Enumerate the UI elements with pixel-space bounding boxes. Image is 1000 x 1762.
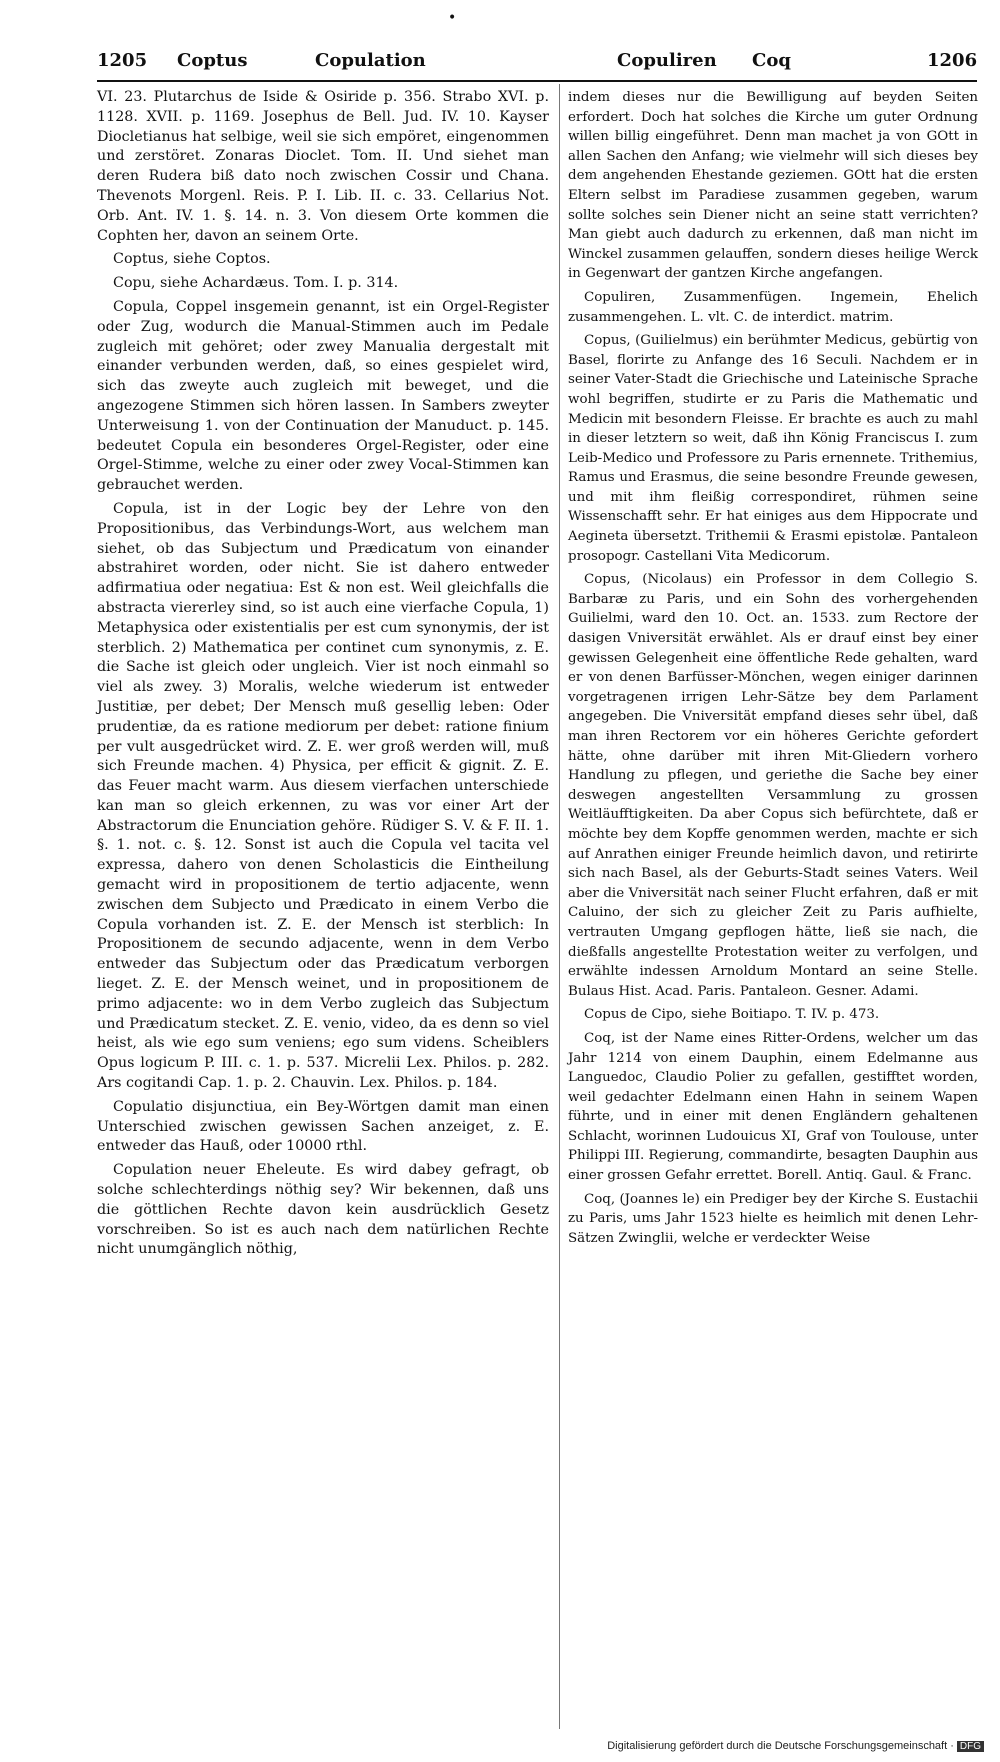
right-catchword-last: Coq: [752, 50, 791, 71]
entry-copula-organ: Copula, Coppel insgemein genannt, ist ein Orgel-Register oder Zug, wodurch die Manual-Stimmen auch im Pedale zugleich mit gehöret; oder zwey Manualia dergestalt mit einander verbunden werden, daß, so eines gespielet wird, sich das zweyte auch zugleich mit beweget, und die angezogene Stimmen sich hören lassen. In Sambers zweyter Unterweisung 1. von der Continuation der Manuduct. p. 145. bedeutet Copula ein besonderes Orgel-Register, oder eine Orgel-Stimme, welche zu einer oder zwey Vocal-Stimmen kan gebrauchet werden.: [97, 298, 549, 494]
entry-copuliren: Copuliren, Zusammenfügen. Ingemein, Ehelich zusammengehen. L. vlt. C. de interdict. matrim.: [568, 289, 978, 325]
entry-coq-order: Coq, ist der Name eines Ritter-Ordens, welcher um das Jahr 1214 von einem Dauphin, einem Edelmanne aus Languedoc, Claudio Polier zu gefallen, gestifftet worden, weil gedachter Edelmann einen Hahn in seinem Wapen führte, und in einer mit denen Engländern gehaltenen Schlacht, worinnen Ludouicus XI, Graf von Toulouse, unter Philippi III. Regierung, commandirte, besagten Dauphin aus einer grossen Gefahr errettet. Borell. Antiq. Gaul. & Franc.: [568, 1030, 978, 1184]
right-page-number: 1206: [927, 50, 978, 71]
left-catchword-last: Copulation: [315, 50, 426, 71]
header-rule: [97, 80, 977, 82]
entry-copulatio-disjunctiua: Copulatio disjunctiua, ein Bey-Wörtgen damit man einen Unterschied zwischen gewissen Sachen anzeiget, z. E. entweder das Hauß, oder 10000 rthl.: [97, 1098, 549, 1155]
footer-text: Digitalisierung gefördert durch die Deutsche Forschungsgemeinschaft ·: [607, 1740, 954, 1752]
right-column: [568, 88, 978, 1252]
entry-copus-nicolaus: Copus, (Nicolaus) ein Professor in dem Collegio S. Barbaræ zu Paris, und ein Sohn des vorhergehenden Guilielmi, ward den 10. Oct. an. 1533. zum Rectore der dasigen Vniversität erwählet. Als er drauf einst bey einer gewissen Gelegenheit eine öffentliche Rede gehalten, ward er von denen Barfüsser-Mönchen, wegen einiger darinnen vorgetragenen irrigen Lehr-Sätze bey dem Parlament angegeben. Die Vniversität empfand dieses sehr übel, daß man ihren Rectorem vor ein höheres Gerichte gefordert hätte, ohne darüber mit ihren Mit-Gliedern vorhero Handlung zu pflegen, und geriethe die Sache bey einer deswegen angestellten Versammlung zu grossen Weitläufftigkeiten. Da aber Copus sich befürchtete, daß er möchte bey dem Kopffe genommen werden, machte er sich auf Anrathen einiger Freunde heimlich davon, und retirirte sich nach Basel, als der Geburts-Stadt seines Vaters. Weil aber die Vniversität nach seiner Flucht erfahren, daß er mit Caluino, der sich zu gleicher Zeit zu Paris aufhielte, vertrauten Umgang gepflogen hätte, ließ sie nach, die dießfalls angestellte Protestation weiter zu verfolgen, und erwählte indessen Arnoldum Montard an seine Stelle. Bulaus Hist. Acad. Paris. Pantaleon. Gesner. Adami.: [568, 572, 978, 999]
entry-coptus: Coptus, siehe Coptos.: [113, 251, 271, 268]
running-header: [97, 50, 977, 80]
right-catchword-first: Copuliren: [617, 50, 717, 71]
column-divider: [559, 84, 560, 1729]
entry-continuation: VI. 23. Plutarchus de Iside & Osiride p. 356. Strabo XVI. p. 1128. XVII. p. 1169. Josephus de Bell. Jud. IV. 10. Kayser Diocletianus hat selbige, weil sie sich empöret, eingenommen und zerstöret. Zonaras Dioclet. Tom. II. Und siehet man deren Rudera biß dato noch zwischen Cossir und Chana. Thevenots Morgenl. Reis. P. I. Lib. II. c. 33. Cellarius Not. Orb. Ant. IV. 1. §. 14. n. 3. Von diesem Orte kommen die Cophten her, davon an seinem Orte.: [97, 89, 549, 244]
entry-copu: Copu, siehe Achardæus. Tom. I. p. 314.: [113, 275, 399, 292]
left-page-number: 1205: [97, 50, 148, 71]
dfg-badge: DFG: [957, 1741, 984, 1752]
entry-copulation: Copulation neuer Eheleute. Es wird dabey gefragt, ob solche schlechterdings nöthig sey? Wir bekennen, daß uns die göttlichen Rechte davon kein ausdrücklich Gesetz vorschreiben. So ist es auch nach dem natürlichen Rechte nicht unumgänglich nöthig,: [97, 1162, 549, 1258]
entry-coq-joannes: Coq, (Joannes le) ein Prediger bey der Kirche S. Eustachii zu Paris, ums Jahr 1523 hielte es heimlich mit denen Lehr-Sätzen Zwinglii, welche er verdeckter Weise: [568, 1191, 978, 1246]
entry-copulation-continued: indem dieses nur die Bewilligung auf beyden Seiten erfordert. Doch hat solches die Kirche um guter Ordnung willen billig eingeführet. Denn man machet ja von GOtt in allen Sachen den Anfang; wie vielmehr will sich dieses bey dem angehenden Ehestande geziemen. GOtt hat die ersten Eltern selbst im Paradiese zusammen gegeben, warum sollte solches sein Diener nicht an seine statt verrichten? Man giebt auch dadurch zu erkennen, daß man nicht im Winckel zusammen gelauffen, sondern dieses heilige Werck in Gegenwart der gantzen Kirche angefangen.: [568, 90, 978, 282]
left-column: [97, 88, 549, 1264]
entry-copus-de-cipo: Copus de Cipo, siehe Boitiapo. T. IV. p. 473.: [584, 1007, 880, 1023]
digitization-footer: [607, 1740, 984, 1752]
entry-copula-logic: Copula, ist in der Logic bey der Lehre von den Propositionibus, das Verbindungs-Wort, aus welchem man siehet, ob das Subjectum und Prædicatum von einander abstrahiret worden, oder nicht. Sie ist dahero entweder adfirmatiua oder negatiua: Est & non est. Weil gleichfalls die abstracta viererley sind, so ist auch eine vierfache Copula, 1) Metaphysica oder existentialis per est cum synonymis, der ist sterblich. 2) Mathematica per continet cum synonymis, z. E. die Sache ist gleich oder ungleich. Vier ist noch einmahl so viel als zwey. 3) Moralis, welche wiederum ist entweder Justitiæ, per debet; Der Mensch muß gesellig leben: Oder prudentiæ, da es ratione mediorum per debet: ratione finium per vult ausgedrücket wird. Z. E. wer groß werden will, muß sich Freunde machen. 4) Physica, per efficit & gignit. Z. E. das Feuer macht warm. Aus diesem vierfachen unterschiede kan man so gleich erkennen, zu was vor einer Art der Abstractorum die Enunciation gehöre. Rüdiger S. V. & F. II. 1. §. 1. not. c. §. 12. Sonst ist auch die Copula vel tacita vel expressa, dahero von denen Scholasticis die Eintheilung gemacht wird in propositionem de tertio adjacente, wenn zwischen dem Subjecto und Prædicato in einem Verbo die Copula vorhanden ist. Z. E. der Mensch ist sterblich: In Propositionem de secundo adjacente, wenn in dem Verbo entweder das Subjectum oder das Prædicatum verborgen lieget. Z. E. der Mensch weinet, und in propositionem de primo adjacente: wo in dem Verbo zugleich das Subjectum und Prædicatum stecket. Z. E. venio, video, da es denn so viel heist, als wie ego sum veniens; ego sum videns. Scheiblers Opus logicum P. III. c. 1. p. 537. Micrelii Lex. Philos. p. 282. Ars cogitandi Cap. 1. p. 2. Chauvin. Lex. Philos. p. 184.: [97, 500, 549, 1092]
left-catchword-first: Coptus: [177, 50, 248, 71]
entry-copus-guilielmus: Copus, (Guilielmus) ein berühmter Medicus, gebürtig von Basel, florirte zu Anfange des 16 Seculi. Nachdem er in seiner Vater-Stadt die Griechische und Lateinische Sprache wohl begriffen, studirte er zu Paris die Mathematic und Medicin mit besondern Fleisse. Er brachte es auch zu mahl in dieser letztern so weit, daß ihn König Franciscus I. zum Leib-Medico und Professore zu Paris ernennete. Trithemius, Ramus und Erasmus, die seine besondre Freunde gewesen, und mit ihm fleißig correspondiret, rühmen seine Wissenschafft sehr. Er hat einiges aus dem Hippocrate und Aegineta übersetzt. Trithemii & Erasmi epistolæ. Pantaleon prosopogr. Castellani Vita Medicorum.: [568, 333, 978, 564]
ink-mark: •: [448, 10, 457, 26]
